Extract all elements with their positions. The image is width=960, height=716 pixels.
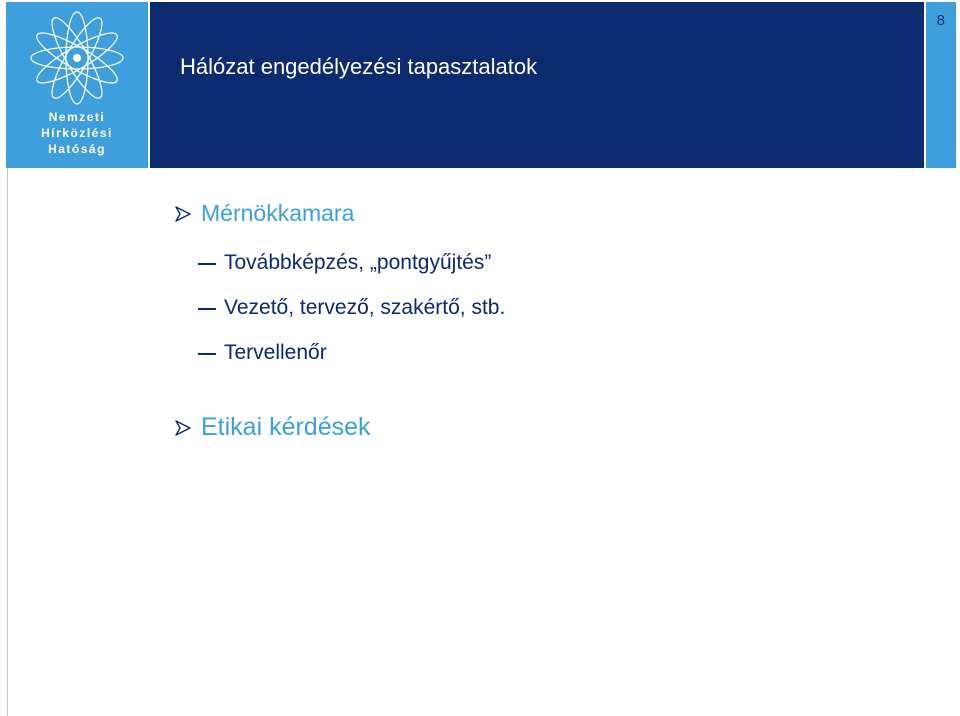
- left-border-line: [7, 168, 8, 716]
- arrow-bullet-icon: [173, 204, 193, 224]
- logo-text-line-2: Hírközlési: [41, 126, 113, 140]
- bullet-mernokkamara: [173, 200, 354, 227]
- sub-bullet-label: Tervellenőr: [224, 341, 327, 364]
- dash-bullet-icon: [198, 263, 216, 265]
- page-number: 8: [936, 12, 945, 29]
- sub-bullet-label: Továbbképzés, „pontgyűjtés”: [224, 251, 492, 274]
- title-bar: [150, 2, 924, 168]
- logo-text-line-3: Hatóság: [48, 142, 106, 156]
- bullet-label: Etikai kérdések: [201, 413, 371, 441]
- sub-bullet-1: [198, 251, 491, 275]
- sub-bullet-label: Vezető, tervező, szakértő, stb.: [224, 296, 506, 319]
- dash-bullet-icon: [198, 353, 216, 355]
- logo-panel: [6, 2, 148, 168]
- page-number-panel: [926, 2, 956, 168]
- bullet-etikai-kerdesek: [173, 413, 371, 442]
- bullet-label: Mérnökkamara: [201, 200, 355, 226]
- sub-bullet-3: [198, 341, 327, 365]
- logo-text-line-1: Nemzeti: [48, 110, 106, 124]
- dash-bullet-icon: [198, 308, 216, 310]
- star-logo-icon: [27, 8, 127, 108]
- sub-bullet-2: [198, 296, 505, 320]
- arrow-bullet-icon: [173, 418, 193, 438]
- slide-title: Hálózat engedélyezési tapasztalatok: [180, 54, 538, 79]
